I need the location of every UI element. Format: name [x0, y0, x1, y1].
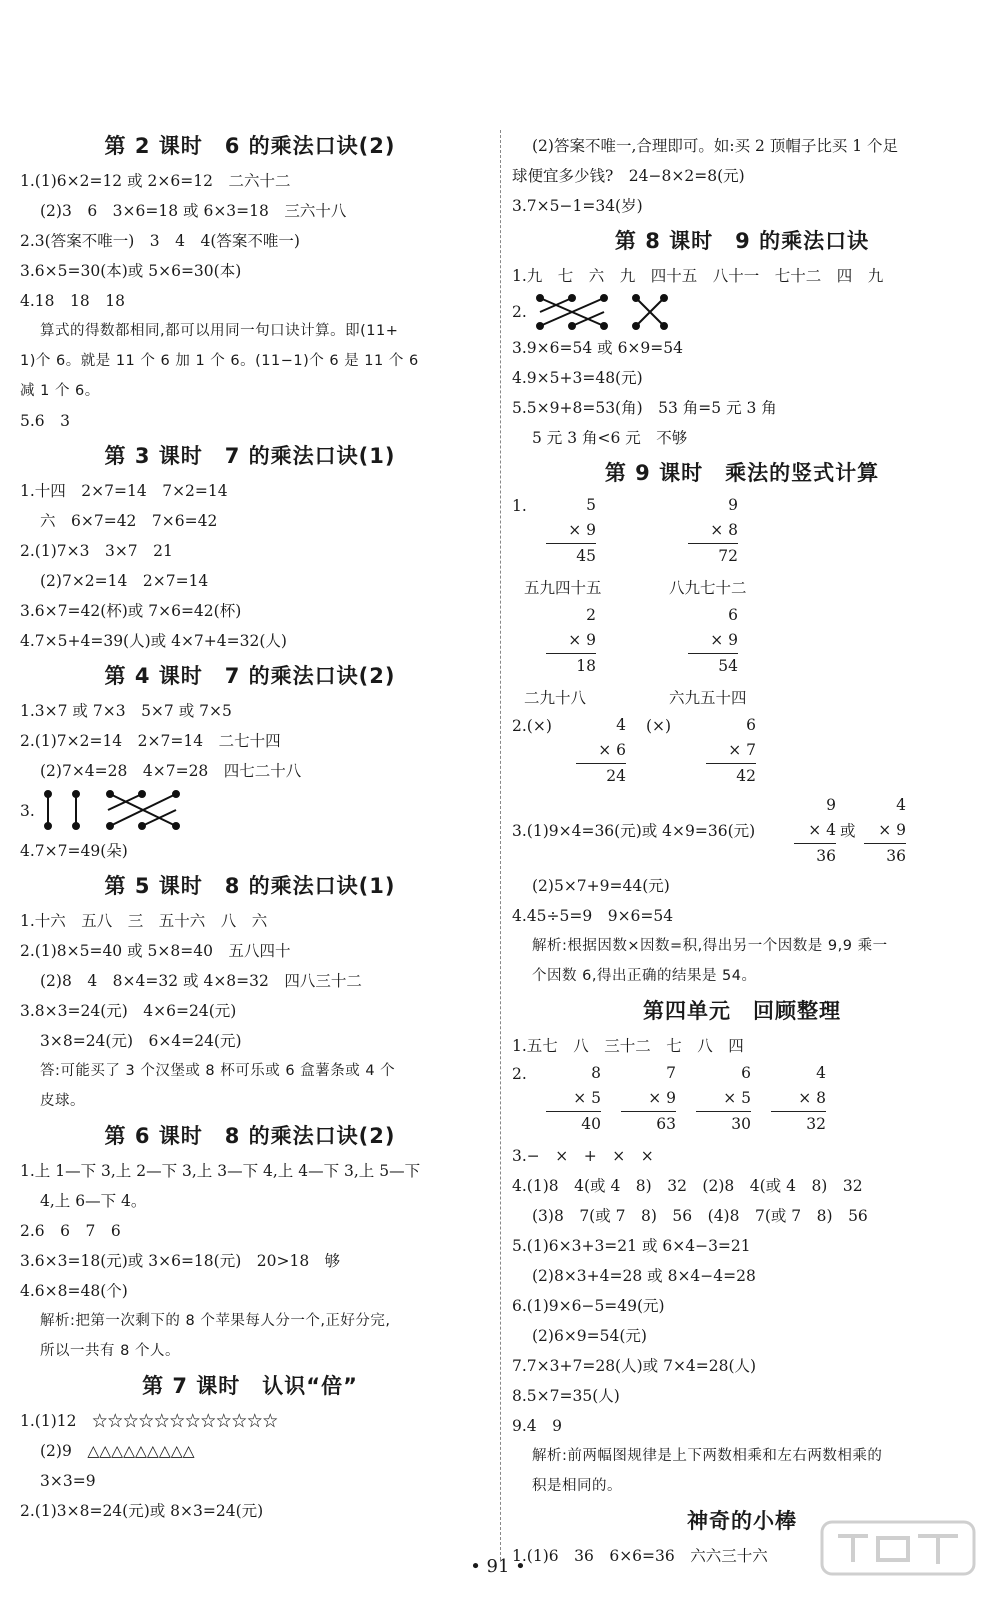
vertical-calc [688, 603, 738, 679]
answer-line: 5 元 3 角<6 元 不够 [532, 429, 688, 447]
section-title: 第 8 课时 9 的乘法口诀 [614, 229, 870, 253]
calc-multiplier: × 5 [546, 1086, 601, 1112]
question-number: 2.(×) [512, 717, 552, 735]
answer-line: 3.− × + × × [512, 1147, 654, 1165]
answer-line: 3.8×3=24(元) 4×6=24(元) [20, 1002, 237, 1020]
answer-line: (2)7×2=14 2×7=14 [40, 572, 209, 590]
answer-line: 8.5×7=35(人) [512, 1387, 620, 1405]
answer-line: 2.(1)8×5=40 或 5×8=40 五八四十 [20, 942, 291, 960]
answer-line: 1.(1)6×2=12 或 2×6=12 二六十二 [20, 172, 291, 190]
matching-lines-diagram [42, 788, 202, 834]
explanation-line: 算式的得数都相同,都可以用同一句口诀计算。即(11+ [40, 323, 399, 339]
explanation-line: 皮球。 [40, 1093, 85, 1109]
calc-top: 4 [896, 796, 906, 814]
answer-line: 3×8=24(元) 6×4=24(元) [40, 1032, 242, 1050]
column-divider [500, 130, 501, 1560]
calc-multiplier: × 4 [794, 818, 836, 844]
answer-line: 1.十四 2×7=14 7×2=14 [20, 482, 228, 500]
vertical-calc [794, 793, 836, 869]
calc-result: 45 [576, 547, 596, 565]
answer-line: 球便宜多少钱? 24−8×2=8(元) [512, 167, 745, 185]
watermark-logo [818, 1518, 978, 1578]
section-title: 第 4 课时 7 的乘法口诀(2) [104, 664, 396, 688]
answer-line: 4.6×8=48(个) [20, 1282, 128, 1300]
answer-line: 5.(1)6×3+3=21 或 6×4−3=21 [512, 1237, 751, 1255]
calc-result: 36 [816, 847, 836, 865]
calc-multiplier: × 8 [688, 518, 738, 544]
answer-line: 3.6×7=42(杯)或 7×6=42(杯) [20, 602, 242, 620]
calc-top: 7 [666, 1064, 676, 1082]
calc-result: 63 [656, 1115, 676, 1133]
answer-line: 3.6×3=18(元)或 3×6=18(元) 20>18 够 [20, 1252, 341, 1270]
vertical-calc-row [512, 603, 982, 683]
vertical-calc [696, 1061, 751, 1137]
vertical-calc-row [512, 1061, 982, 1141]
calc-top: 9 [728, 496, 738, 514]
answer-line: 3.9×6=54 或 6×9=54 [512, 339, 683, 357]
rhyme-text: 八九七十二 [669, 579, 747, 597]
section-title: 神奇的小棒 [687, 1509, 797, 1533]
explanation-line: 解析:把第一次剩下的 8 个苹果每人分一个,正好分完, [40, 1313, 391, 1329]
calc-multiplier: × 7 [706, 738, 756, 764]
explanation-line: 解析:前两幅图规律是上下两数相乘和左右两数相乘的 [532, 1448, 883, 1464]
matching-figure [20, 786, 490, 836]
section-title: 第 6 课时 8 的乘法口诀(2) [104, 1124, 396, 1148]
answer-line: 7.7×3+7=28(人)或 7×4=28(人) [512, 1357, 757, 1375]
answer-line: (2)答案不唯一,合理即可。如:买 2 顶帽子比买 1 个足 [532, 137, 899, 155]
answer-line: 1.九 七 六 九 四十五 八十一 七十二 四 九 [512, 267, 884, 285]
answer-line: 4.7×7=49(朵) [20, 842, 128, 860]
answer-line: (2)8×3+4=28 或 8×4−4=28 [532, 1267, 756, 1285]
vertical-calc [771, 1061, 826, 1137]
answer-line: 5.5×9+8=53(角) 53 角=5 元 3 角 [512, 399, 777, 417]
multiplication-rhymes [512, 573, 982, 603]
vertical-calc [546, 1061, 601, 1137]
answer-line: (2)3 6 3×6=18 或 6×3=18 三六十八 [40, 202, 347, 220]
rhyme-text: 五九四十五 [524, 579, 602, 597]
section-title: 第 5 课时 8 的乘法口诀(1) [104, 874, 396, 898]
calc-multiplier: × 9 [688, 628, 738, 654]
answer-line: 3.7×5−1=34(岁) [512, 197, 643, 215]
vertical-calc-row [512, 793, 982, 871]
explanation-line: 1)个 6。就是 11 个 6 加 1 个 6。(11−1)个 6 是 11 个 6 [20, 353, 419, 369]
calc-result: 54 [718, 657, 738, 675]
explanation-line: 积是相同的。 [532, 1478, 622, 1494]
question-number: 1. [512, 497, 527, 515]
calc-multiplier: × 9 [864, 818, 906, 844]
calc-top: 2 [586, 606, 596, 624]
question-number: 3. [20, 802, 35, 820]
section-title: 第四单元 回顾整理 [643, 999, 841, 1023]
answer-line: 六 6×7=42 7×6=42 [40, 512, 218, 530]
calc-top: 4 [616, 716, 626, 734]
answer-line: 2.(1)3×8=24(元)或 8×3=24(元) [20, 1502, 264, 1520]
vertical-calc [621, 1061, 676, 1137]
answer-line: 2.3(答案不唯一) 3 4 4(答案不唯一) [20, 232, 300, 250]
calc-top: 6 [741, 1064, 751, 1082]
answer-line: 1.上 1—下 3,上 2—下 3,上 3—下 4,上 4—下 3,上 5—下 [20, 1162, 421, 1180]
calc-top: 8 [591, 1064, 601, 1082]
calc-top: 6 [728, 606, 738, 624]
answer-line: (3)8 7(或 7 8) 56 (4)8 7(或 7 8) 56 [532, 1207, 868, 1225]
question-number: 2. [512, 1065, 527, 1083]
explanation-line: 所以一共有 8 个人。 [40, 1343, 180, 1359]
answer-line: 2.(1)7×2=14 2×7=14 二七十四 [20, 732, 281, 750]
multiplication-rhymes [512, 683, 982, 713]
calc-result: 18 [576, 657, 596, 675]
calc-result: 32 [806, 1115, 826, 1133]
explanation-line: 解析:根据因数×因数=积,得出另一个因数是 9,9 乘一 [532, 938, 888, 954]
calc-top: 6 [746, 716, 756, 734]
page-number: • 91 • [470, 1556, 526, 1577]
answer-line: 1.(1)6 36 6×6=36 六六三十六 [512, 1547, 768, 1565]
calc-result: 24 [606, 767, 626, 785]
answer-line: 4.18 18 18 [20, 292, 125, 310]
calc-result: 30 [731, 1115, 751, 1133]
answer-line: (2)8 4 8×4=32 或 4×8=32 四八三十二 [40, 972, 362, 990]
or-text: 或 [840, 822, 856, 840]
answer-line: 6.(1)9×6−5=49(元) [512, 1297, 665, 1315]
judgement-mark: (×) [646, 717, 672, 735]
answer-line: 9.4 9 [512, 1417, 563, 1435]
calc-result: 42 [736, 767, 756, 785]
calc-top: 5 [586, 496, 596, 514]
section-title: 第 7 课时 认识“倍” [142, 1374, 358, 1398]
calc-multiplier: × 6 [576, 738, 626, 764]
section-title: 第 2 课时 6 的乘法口诀(2) [104, 134, 396, 158]
vertical-calc-row [512, 713, 982, 793]
answer-line: 1.3×7 或 7×3 5×7 或 7×5 [20, 702, 232, 720]
calc-result: 36 [886, 847, 906, 865]
answer-line: 4.7×5+4=39(人)或 4×7+4=32(人) [20, 632, 287, 650]
section-title: 第 9 课时 乘法的竖式计算 [604, 461, 880, 485]
calc-multiplier: × 9 [546, 518, 596, 544]
vertical-calc [546, 603, 596, 679]
vertical-calc [706, 713, 756, 789]
vertical-calc [864, 793, 906, 869]
answer-line: 1.五七 八 三十二 七 八 四 [512, 1037, 744, 1055]
rhyme-text: 六九五十四 [669, 689, 747, 707]
explanation-line: 个因数 6,得出正确的结果是 54。 [532, 968, 757, 984]
calc-multiplier: × 5 [696, 1086, 751, 1112]
calc-top: 9 [826, 796, 836, 814]
answer-line: 3×3=9 [40, 1472, 96, 1490]
right-column [512, 131, 982, 1571]
explanation-line: 答:可能买了 3 个汉堡或 8 杯可乐或 6 盒薯条或 4 个 [40, 1063, 396, 1079]
calc-top: 4 [816, 1064, 826, 1082]
section-title: 第 3 课时 7 的乘法口诀(1) [104, 444, 396, 468]
answer-line: 5.6 3 [20, 412, 71, 430]
answer-line: (2)7×4=28 4×7=28 四七二十八 [40, 762, 302, 780]
answer-line: 3.6×5=30(本)或 5×6=30(本) [20, 262, 242, 280]
answer-line: 1.十六 五八 三 五十六 八 六 [20, 912, 268, 930]
answer-line: 1.(1)12 ☆☆☆☆☆☆☆☆☆☆☆☆ [20, 1412, 278, 1430]
answer-line: 2.(1)7×3 3×7 21 [20, 542, 173, 560]
calc-result: 40 [581, 1115, 601, 1133]
explanation-line: 减 1 个 6。 [20, 383, 100, 399]
left-column [20, 126, 490, 1526]
vertical-calc [688, 493, 738, 569]
question-number: 2. [512, 303, 527, 321]
rhyme-text: 二九十八 [524, 689, 587, 707]
answer-line: (2)5×7+9=44(元) [532, 877, 670, 895]
vertical-calc-row [512, 493, 982, 573]
calc-result: 72 [718, 547, 738, 565]
answer-line: (2)9 △△△△△△△△△ [40, 1442, 195, 1460]
answer-line: (2)6×9=54(元) [532, 1327, 647, 1345]
calc-multiplier: × 8 [771, 1086, 826, 1112]
answer-line: 4.(1)8 4(或 4 8) 32 (2)8 4(或 4 8) 32 [512, 1177, 863, 1195]
answer-line: 4,上 6—下 4。 [40, 1192, 147, 1210]
matching-lines-diagram [534, 293, 674, 331]
matching-figure [512, 291, 982, 333]
answer-line: 3.(1)9×4=36(元)或 4×9=36(元) [512, 822, 756, 840]
vertical-calc [576, 713, 626, 789]
answer-line: 4.45÷5=9 9×6=54 [512, 907, 674, 925]
answer-line: 2.6 6 7 6 [20, 1222, 121, 1240]
vertical-calc [546, 493, 596, 569]
calc-multiplier: × 9 [546, 628, 596, 654]
calc-multiplier: × 9 [621, 1086, 676, 1112]
answer-line: 4.9×5+3=48(元) [512, 369, 643, 387]
